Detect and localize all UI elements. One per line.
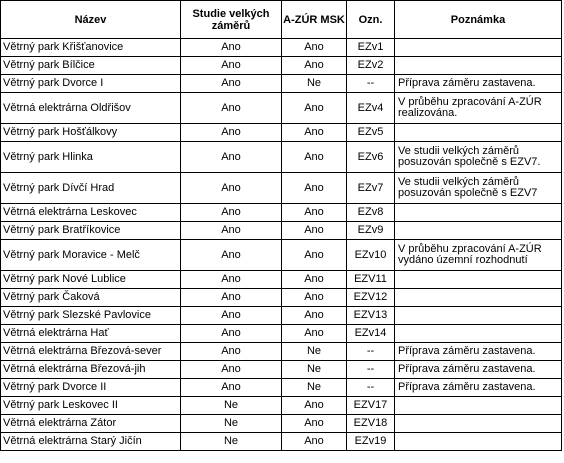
cell-study: Ano [181, 57, 282, 75]
table-row [1, 240, 562, 271]
cell-code: EZv2 [347, 57, 395, 75]
cell-note: Příprava záměru zastavena. [395, 361, 562, 379]
cell-name: Větrný park Moravice - Melč [1, 240, 181, 271]
cell-name: Větrný park Slezské Pavlovice [1, 307, 181, 325]
header-row [1, 1, 562, 39]
cell-code: EZV18 [347, 415, 395, 433]
table-row [1, 57, 562, 75]
cell-note [395, 222, 562, 240]
cell-azur: Ano [282, 124, 347, 142]
table-row [1, 75, 562, 93]
cell-note: Příprava záměru zastavena. [395, 75, 562, 93]
cell-note: Příprava záměru zastavena. [395, 379, 562, 397]
cell-study: Ano [181, 75, 282, 93]
cell-code: -- [347, 379, 395, 397]
cell-azur: Ano [282, 142, 347, 173]
cell-name: Větrná elektrárna Leskovec [1, 204, 181, 222]
cell-azur: Ne [282, 379, 347, 397]
cell-name: Větrný park Bílčice [1, 57, 181, 75]
cell-name: Větrná elektrárna Hať [1, 325, 181, 343]
cell-code: EZv4 [347, 93, 395, 124]
cell-study: Ano [181, 240, 282, 271]
cell-note: V průběhu zpracování A-ZÚR vydáno územní rozhodnutí [395, 240, 562, 271]
cell-name: Větrný park Křišťanovice [1, 39, 181, 57]
cell-azur: Ano [282, 289, 347, 307]
cell-note [395, 325, 562, 343]
table-row [1, 289, 562, 307]
header-name: Název [1, 1, 181, 39]
cell-note: Ve studii velkých záměrů posuzován společně s EZV7 [395, 173, 562, 204]
cell-azur: Ne [282, 361, 347, 379]
cell-note [395, 39, 562, 57]
cell-name: Větrný park Dvorce I [1, 75, 181, 93]
cell-note [395, 415, 562, 433]
table-row [1, 415, 562, 433]
cell-study: Ano [181, 142, 282, 173]
table-row [1, 124, 562, 142]
table-row [1, 271, 562, 289]
cell-name: Větrný park Čaková [1, 289, 181, 307]
cell-note [395, 57, 562, 75]
cell-name: Větrný park Nové Lublice [1, 271, 181, 289]
cell-code: EZv6 [347, 142, 395, 173]
table-row [1, 142, 562, 173]
cell-azur: Ano [282, 173, 347, 204]
cell-code: EZv14 [347, 325, 395, 343]
cell-code: -- [347, 75, 395, 93]
cell-azur: Ano [282, 325, 347, 343]
cell-code: EZV11 [347, 271, 395, 289]
cell-name: Větrný park Bratříkovice [1, 222, 181, 240]
cell-code: EZv7 [347, 173, 395, 204]
cell-azur: Ano [282, 397, 347, 415]
cell-name: Větrný park Hošťálkovy [1, 124, 181, 142]
cell-code: EZv19 [347, 433, 395, 451]
cell-study: Ano [181, 361, 282, 379]
cell-code: EZV12 [347, 289, 395, 307]
cell-code: EZV13 [347, 307, 395, 325]
cell-azur: Ano [282, 415, 347, 433]
cell-note [395, 271, 562, 289]
cell-study: Ano [181, 307, 282, 325]
table-row [1, 361, 562, 379]
cell-note [395, 307, 562, 325]
table-row [1, 93, 562, 124]
table-row [1, 343, 562, 361]
cell-study: Ano [181, 343, 282, 361]
cell-study: Ano [181, 379, 282, 397]
cell-study: Ano [181, 39, 282, 57]
table-row [1, 397, 562, 415]
cell-code: -- [347, 343, 395, 361]
cell-study: Ano [181, 222, 282, 240]
cell-name: Větrná elektrárna Březová-sever [1, 343, 181, 361]
cell-study: Ne [181, 433, 282, 451]
cell-name: Větrná elektrárna Březová-jih [1, 361, 181, 379]
cell-code: EZV17 [347, 397, 395, 415]
cell-name: Větrná elektrárna Oldřišov [1, 93, 181, 124]
cell-study: Ne [181, 415, 282, 433]
cell-note [395, 124, 562, 142]
header-code: Ozn. [347, 1, 395, 39]
cell-name: Větrný park Hlinka [1, 142, 181, 173]
cell-note: Ve studii velkých záměrů posuzován společně s EZV7. [395, 142, 562, 173]
header-study: Studie velkých záměrů [181, 1, 282, 39]
cell-note [395, 433, 562, 451]
cell-azur: Ano [282, 39, 347, 57]
cell-azur: Ano [282, 240, 347, 271]
cell-study: Ano [181, 93, 282, 124]
table-row [1, 173, 562, 204]
table-row [1, 307, 562, 325]
cell-azur: Ano [282, 57, 347, 75]
cell-azur: Ano [282, 433, 347, 451]
cell-study: Ano [181, 173, 282, 204]
header-azur: A-ZÚR MSK [282, 1, 347, 39]
cell-name: Větrná elektrárna Zátor [1, 415, 181, 433]
cell-note [395, 397, 562, 415]
table-row [1, 325, 562, 343]
cell-code: EZv10 [347, 240, 395, 271]
cell-study: Ano [181, 325, 282, 343]
cell-note: V průběhu zpracování A-ZÚR realizována. [395, 93, 562, 124]
cell-code: -- [347, 361, 395, 379]
cell-code: EZv9 [347, 222, 395, 240]
cell-study: Ano [181, 271, 282, 289]
cell-azur: Ano [282, 93, 347, 124]
cell-azur: Ne [282, 75, 347, 93]
cell-note [395, 289, 562, 307]
cell-study: Ano [181, 289, 282, 307]
cell-name: Větrný park Leskovec II [1, 397, 181, 415]
table-row [1, 379, 562, 397]
cell-azur: Ano [282, 271, 347, 289]
cell-name: Větrný park Dívčí Hrad [1, 173, 181, 204]
cell-code: EZv8 [347, 204, 395, 222]
table-row [1, 222, 562, 240]
cell-azur: Ano [282, 222, 347, 240]
cell-name: Větrný park Dvorce II [1, 379, 181, 397]
cell-azur: Ano [282, 204, 347, 222]
cell-code: EZv5 [347, 124, 395, 142]
table-row [1, 39, 562, 57]
cell-azur: Ano [282, 307, 347, 325]
cell-study: Ano [181, 204, 282, 222]
cell-note [395, 204, 562, 222]
cell-study: Ano [181, 124, 282, 142]
table-row [1, 204, 562, 222]
cell-name: Větrná elektrárna Starý Jičín [1, 433, 181, 451]
cell-code: EZv1 [347, 39, 395, 57]
cell-note: Příprava záměru zastavena. [395, 343, 562, 361]
cell-study: Ne [181, 397, 282, 415]
table-row [1, 433, 562, 451]
header-note: Poznámka [395, 1, 562, 39]
cell-azur: Ne [282, 343, 347, 361]
